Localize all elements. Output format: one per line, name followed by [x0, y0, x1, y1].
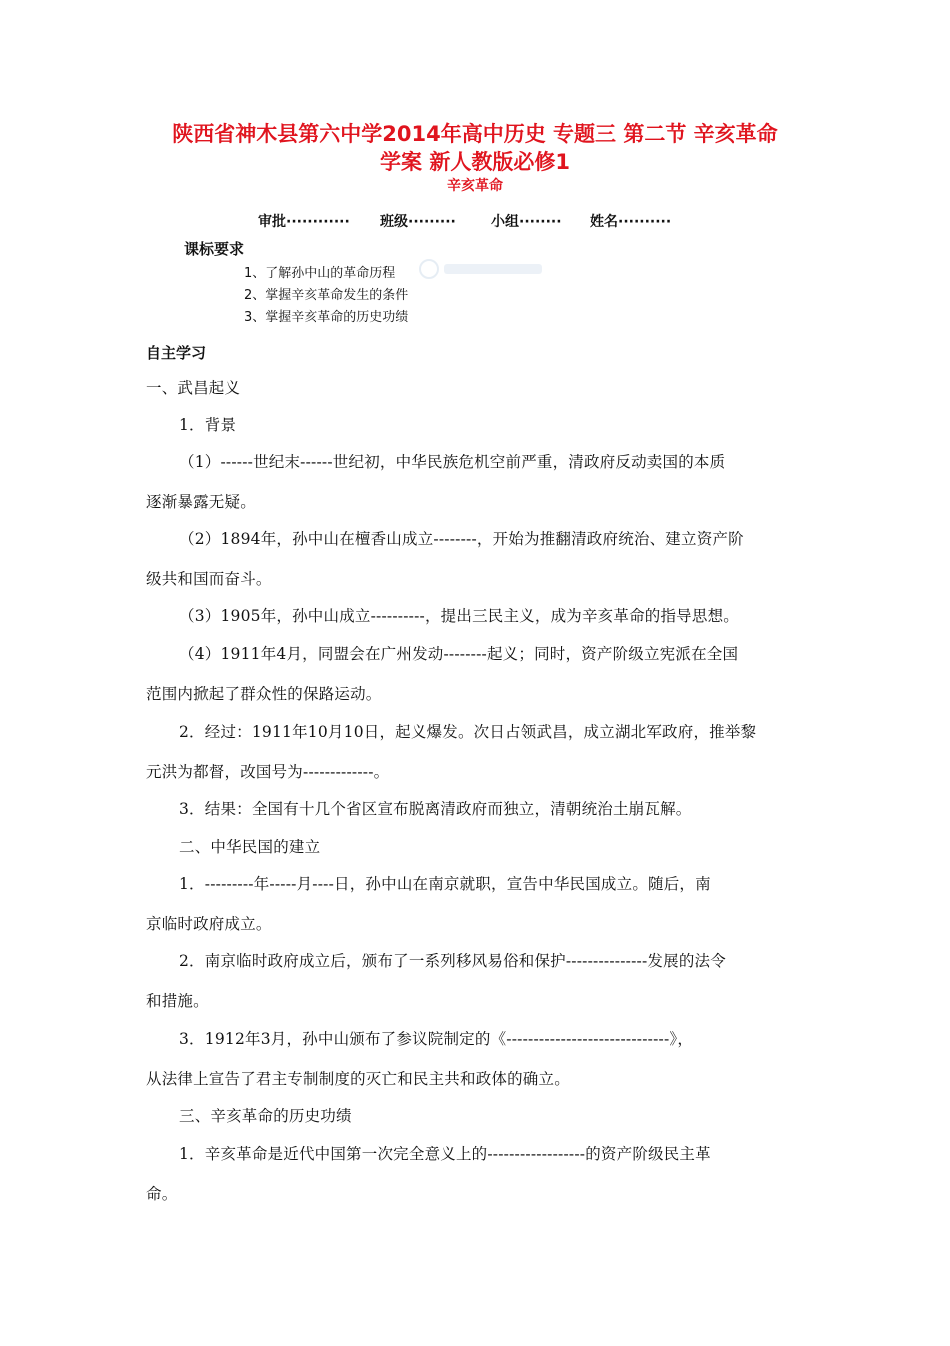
paragraph-line: 3．1912年3月，孙中山颁布了参议院制定的《------------------------------》， [179, 1030, 694, 1048]
paragraph-line: 1．---------年-----月----日，孙中山在南京就职，宣告中华民国成立。随后，南 [179, 875, 711, 893]
page-subtitle: 辛亥革命 [447, 178, 503, 194]
self-study-heading: 自主学习 [146, 344, 207, 362]
paragraph-line: 2．经过：1911年10月10日，起义爆发。次日占领武昌，成立湖北军政府，推举黎 [179, 723, 757, 741]
info-field-approval: 审批············ [258, 214, 350, 230]
paragraph-line: （2）1894年，孙中山在檀香山成立--------，开始为推翻清政府统治、建立资产阶 [179, 530, 744, 548]
page-title-line2: 学案 新人教版必修1 [380, 150, 570, 174]
section-heading: 一、武昌起义 [146, 379, 241, 397]
paragraph-line: 命。 [146, 1185, 178, 1203]
paragraph-line: 逐渐暴露无疑。 [146, 493, 256, 511]
paragraph-line: 京临时政府成立。 [146, 915, 272, 933]
paragraph-line: 2．南京临时政府成立后，颁布了一系列移风易俗和保护---------------发展的法令 [179, 952, 726, 970]
paragraph-line: 从法律上宣告了君主专制制度的灭亡和民主共和政体的确立。 [146, 1070, 570, 1088]
paragraph-line: 1．辛亥革命是近代中国第一次完全意义上的------------------的资产阶级民主革 [179, 1145, 711, 1163]
watermark-logo [418, 258, 548, 280]
section-heading: 三、辛亥革命的历史功绩 [179, 1107, 352, 1125]
requirement-item: 2、掌握辛亥革命发生的条件 [244, 288, 409, 303]
requirements-heading: 课标要求 [184, 240, 245, 258]
requirement-item: 1、了解孙中山的革命历程 [244, 266, 396, 281]
paragraph-line: 和措施。 [146, 992, 209, 1010]
paragraph-line: 1．背景 [179, 416, 237, 434]
info-field-class: 班级········· [380, 214, 456, 230]
info-field-name: 姓名·········· [590, 214, 672, 230]
info-field-group: 小组········ [491, 214, 562, 230]
paragraph-line: 元洪为都督，改国号为-------------。 [146, 763, 390, 781]
section-heading: 二、中华民国的建立 [179, 838, 321, 856]
page-title-line1: 陕西省神木县第六中学2014年高中历史 专题三 第二节 辛亥革命 [172, 122, 778, 146]
requirement-item: 3、掌握辛亥革命的历史功绩 [244, 310, 409, 325]
paragraph-line: （1）------世纪末------世纪初，中华民族危机空前严重，清政府反动卖国的本质 [179, 453, 726, 471]
paragraph-line: （3）1905年，孙中山成立----------，提出三民主义，成为辛亥革命的指导思想。 [179, 607, 739, 625]
paragraph-line: （4）1911年4月，同盟会在广州发动--------起义；同时，资产阶级立宪派在全国 [179, 645, 739, 663]
paragraph-line: 级共和国而奋斗。 [146, 570, 272, 588]
paragraph-line: 范围内掀起了群众性的保路运动。 [146, 685, 382, 703]
paragraph-line: 3．结果：全国有十几个省区宣布脱离清政府而独立，清朝统治土崩瓦解。 [179, 800, 692, 818]
